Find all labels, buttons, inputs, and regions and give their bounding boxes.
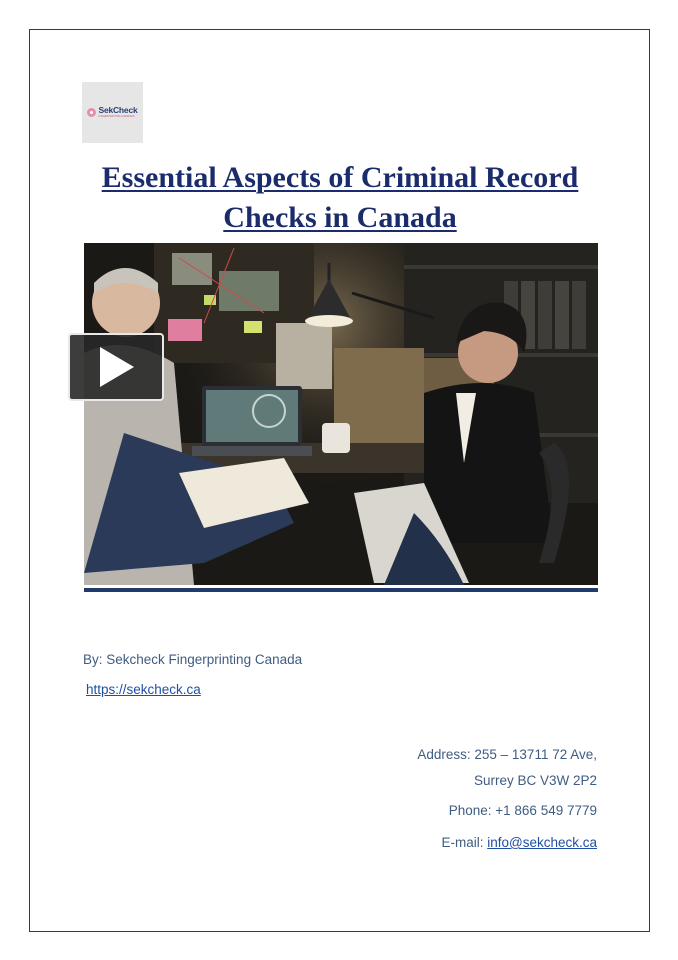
sekcheck-logo — [82, 82, 143, 143]
cover-photo — [84, 243, 598, 585]
title-line-1: Essential Aspects of Criminal Record — [101, 161, 579, 194]
title-line-2: Checks in Canada — [223, 201, 457, 234]
document-title — [60, 158, 620, 238]
address-line-2: Surrey BC V3W 2P2 — [473, 773, 597, 788]
sekcheck-logo-icon — [87, 108, 96, 117]
play-icon — [96, 345, 136, 389]
email-link[interactable]: info@sekcheck.ca — [487, 835, 597, 850]
website-link[interactable]: https://sekcheck.ca — [86, 682, 201, 697]
email-label: E-mail: — [441, 835, 488, 850]
logo-name: SekCheck — [98, 105, 138, 116]
photo-divider — [84, 588, 598, 592]
phone-number: Phone: +1 866 549 7779 — [448, 803, 597, 818]
logo-tagline: FINGERPRINTING AGENCIES — [98, 114, 135, 118]
email-line — [417, 835, 597, 851]
contact-block — [417, 747, 597, 851]
video-play-button[interactable] — [68, 333, 164, 401]
author-byline: By: Sekcheck Fingerprinting Canada — [83, 652, 303, 667]
address-line-1: Address: 255 – 13711 72 Ave, — [417, 747, 597, 762]
